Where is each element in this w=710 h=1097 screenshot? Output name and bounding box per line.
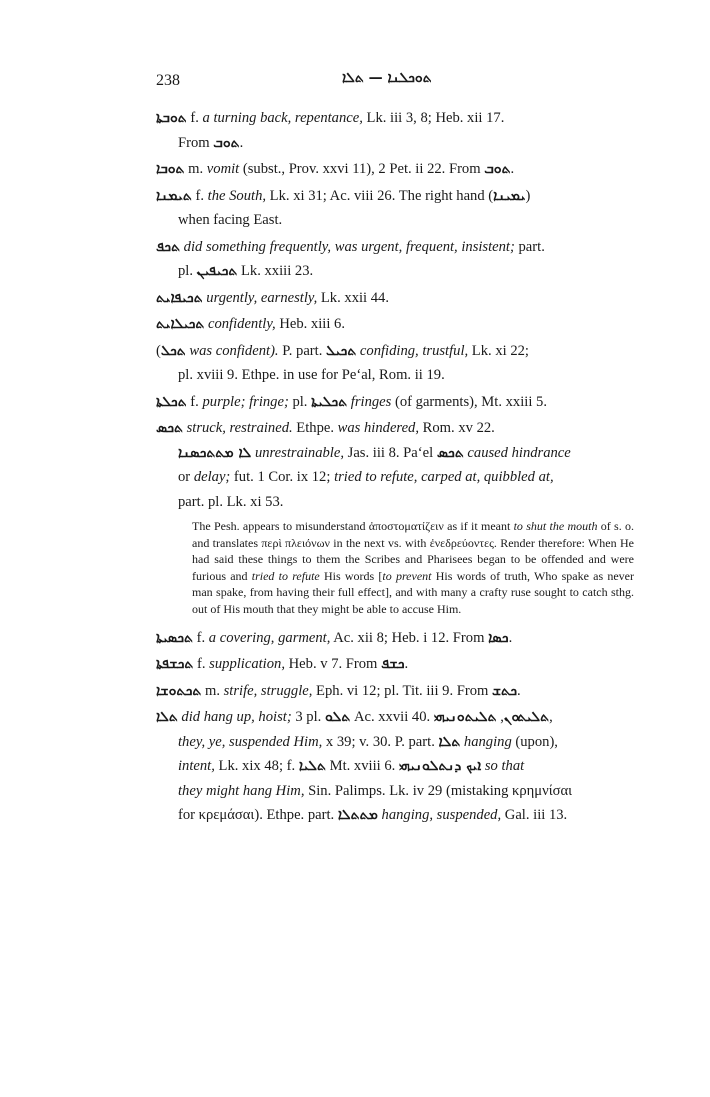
headword: ܬܘܒܬܐ xyxy=(156,110,187,126)
syriac-word: ܬܘܒ xyxy=(213,134,240,151)
headword: ܬܘܒܐ xyxy=(156,161,185,177)
headword: ܬܟܠܬܐ xyxy=(156,393,187,410)
entry-confidently: ܬܟܝܠܐܝܬ confidently, Heb. xiii 6. xyxy=(156,316,345,332)
usage-note: The Pesh. appears to misunderstand ἀποστοματίζειν as if it meant to shut the mouth of s. o. and translates περὶ πλειόνων in the next vs. with ἐνεδρεύοντες. Render therefore: When He had said these things to them the Scribes and Pharisees began to be offended and were furious and tried to refute His words [to prevent His words of truth, Who spake as never man spake, from having their full effect], and with many a crafty ruse sought to catch sthg. out of His mouth that they might be able to accuse Him. xyxy=(192,519,635,616)
entry-south: ܬܝܡܢܐ f. the South, Lk. xi 31; Ac. viii 26. The right hand (ܝܡܝܢܐ) when facing East. xyxy=(156,187,531,228)
syriac-word: ܬܟܠܝܬܐ xyxy=(311,393,348,410)
entry-hang: ܬܠܐ did hang up, hoist; 3 pl. ܬܠܘ Ac. xxvii 40. ܬܠܝܬܘܢ, ܬܠܝܬܘܢܝܗܝ , they, ye, suspended Him, x 39; v. 30. P. part. ܬܠܐ hanging (upon), intent, Lk. xix 48; f. ܬܠܝܐ Mt. xviii 6. ܐܝܟ ܕܢܬܠܘܢܝܗܝ so that they might hang Him, Sin. Palimps. Lk. iv 29 (mistaking κρημνίσαι for κρεμάσαι). Ethpe. part. ܡܬܬܠܐ hanging, suspended, Gal. iii 13. xyxy=(156,709,573,824)
entry-struck: ܬܟܣ struck, restrained. Ethpe. was hindered, Rom. xv 22. ܠܐ ܡܬܬܟܣܢܐ unrestrainable, Jas. iii 8. Pa‘el ܬܟܣ caused hindrance or delay; fut. 1 Cor. ix 12; tried to refute, carped at, quibbled at, part. pl. Lk. xi 53. xyxy=(156,420,571,510)
syriac-word: ܡܬܬܠܐ xyxy=(337,807,378,824)
headword: ܬܠܐ xyxy=(156,709,178,726)
entry-purple: ܬܟܠܬܐ f. purple; fringe; pl. ܬܟܠܝܬܐ fringes (of garments), Mt. xxiii 5. xyxy=(156,393,547,410)
headword: ܬܟܫܦܬܐ xyxy=(156,656,194,673)
running-head: ܬܘܟܠܢܐ — ܬܠܐ xyxy=(342,70,432,86)
headword: ܬܟܦ xyxy=(156,238,181,255)
syriac-word: ܠܐ ܡܬܬܟܣܢܐ xyxy=(178,444,252,461)
syriac-word: ܟܬܫ xyxy=(492,682,518,699)
syriac-word: ܟܫܦ xyxy=(381,656,405,673)
page-header xyxy=(156,72,628,96)
syriac-word: ܬܠܝܬܘܢܝܗܝ xyxy=(433,709,497,726)
syriac-word: ܬܟܝܦܝܢ xyxy=(196,263,238,279)
headword: ܬܟܬܘܫܐ xyxy=(156,682,202,699)
entry-confident: (ܬܟܠ was confident). P. part. ܬܟܝܠ confiding, trustful, Lk. xi 22; pl. xviii 9. Ethpe. in use for Pe‘al, Rom. ii 19. xyxy=(156,342,529,383)
headword: ܬܟܝܦܐܝܬ xyxy=(156,289,203,306)
entry-urgently: ܬܟܝܦܐܝܬ urgently, earnestly, Lk. xxii 44. xyxy=(156,289,389,306)
entry-frequently: ܬܟܦ did something frequently, was urgent, frequent, insistent; part. pl. ܬܟܝܦܝܢ Lk. xxiii 23. xyxy=(156,238,545,279)
syriac-word: ܬܟܝܠ xyxy=(326,342,357,359)
page-number: 238 xyxy=(156,72,180,89)
entry-strife: ܬܟܬܘܫܐ m. strife, struggle, Eph. vi 12; pl. Tit. iii 9. From ܟܬܫ. xyxy=(156,682,521,699)
headword: ܬܟܝܠܐܝܬ xyxy=(156,316,205,332)
syriac-word: ܬܘܒ xyxy=(484,161,511,177)
entry-repentance: ܬܘܒܬܐ f. a turning back, repentance, Lk. iii 3, 8; Heb. xii 17. From ܬܘܒ. xyxy=(156,110,505,151)
syriac-word: ܐܝܟ ܕܢܬܠܘܢܝܗܝ xyxy=(398,758,482,775)
syriac-word: ܟܣܐ xyxy=(488,629,509,646)
headword: ܬܝܡܢܐ xyxy=(156,187,192,204)
page-body xyxy=(156,106,634,830)
syriac-word: ܬܠܐ xyxy=(438,733,461,750)
headword: ܬܟܣܝܬܐ xyxy=(156,629,193,646)
syriac-word: ܬܠܝܐ xyxy=(298,758,326,775)
headword: ܬܟܣ xyxy=(156,420,183,436)
syriac-word: ܝܡܝܢܐ xyxy=(493,187,526,204)
entry-vomit: ܬܘܒܐ m. vomit (subst., Prov. xxvi 11), 2 Pet. ii 22. From ܬܘܒ. xyxy=(156,161,515,177)
entry-covering: ܬܟܣܝܬܐ f. a covering, garment, Ac. xii 8; Heb. i 12. From ܟܣܐ. xyxy=(156,629,513,646)
headword: ܬܟܠ xyxy=(160,342,186,359)
entry-supplication: ܬܟܫܦܬܐ f. supplication, Heb. v 7. From ܟܫܦ. xyxy=(156,656,409,673)
syriac-word: ܬܠܘ xyxy=(324,709,351,726)
syriac-word: ܬܟܣ xyxy=(436,444,464,461)
syriac-word: ܬܠܝܬܘܢ xyxy=(503,709,550,726)
